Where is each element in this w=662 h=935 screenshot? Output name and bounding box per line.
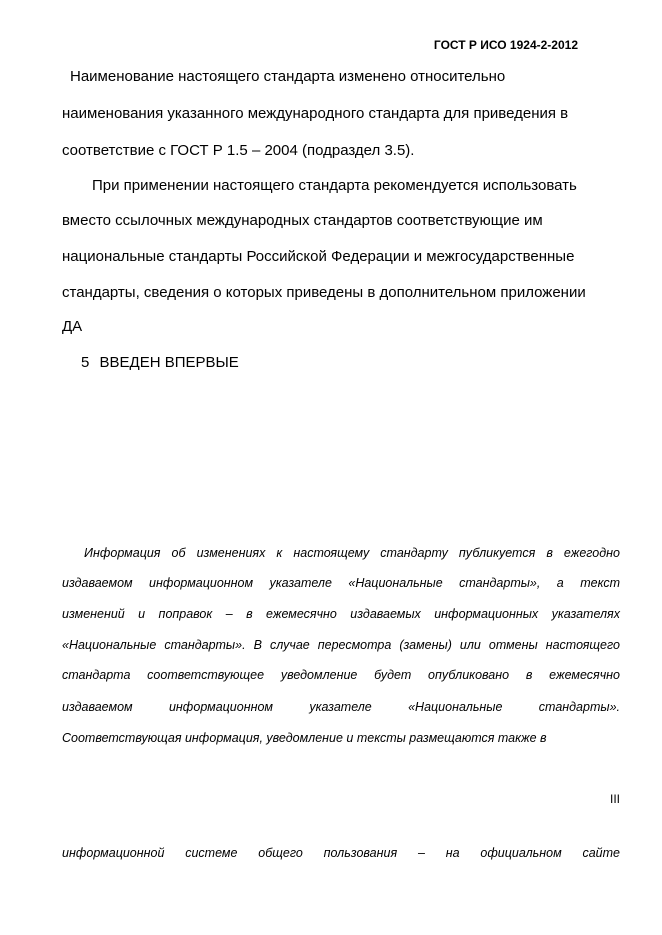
info-line: издаваемом информационном указателе «Национальные стандарты», а текст — [62, 576, 620, 590]
body-line: вместо ссылочных международных стандартов соответствующие им — [62, 212, 543, 229]
info-line: издаваемом информационном указателе «Национальные стандарты». — [62, 700, 620, 714]
document-id-header: ГОСТ Р ИСО 1924-2-2012 — [433, 38, 578, 52]
body-line: Наименование настоящего стандарта изменено относительно — [70, 68, 506, 85]
body-line: соответствие с ГОСТ Р 1.5 – 2004 (подраздел 3.5). — [62, 142, 415, 159]
info-line: Информация об изменениях к настоящему стандарту публикуется в ежегодно — [84, 546, 620, 560]
info-line: информационной системе общего пользования – на официальном сайте — [62, 846, 620, 860]
body-line: наименования указанного международного стандарта для приведения в — [62, 105, 569, 122]
info-line: Соответствующая информация, уведомление и тексты размещаются также в — [62, 731, 547, 745]
info-line: «Национальные стандарты». В случае пересмотра (замены) или отмены настоящего — [62, 638, 620, 652]
body-line: При применении настоящего стандарта рекомендуется использовать — [92, 177, 577, 194]
body-line: стандарты, сведения о которых приведены в дополнительном приложении — [62, 284, 586, 301]
section-title: ВВЕДЕН ВПЕРВЫЕ — [99, 354, 239, 371]
body-line: ДА — [62, 318, 83, 335]
info-line: изменений и поправок – в ежемесячно издаваемых информационных указателях — [62, 607, 620, 621]
section-5 — [81, 354, 239, 371]
body-line: национальные стандарты Российской Федерации и межгосударственные — [62, 248, 575, 265]
page-number: III — [609, 792, 620, 806]
info-line: стандарта соответствующее уведомление будет опубликовано в ежемесячно — [62, 668, 620, 682]
section-number: 5 — [81, 354, 90, 371]
